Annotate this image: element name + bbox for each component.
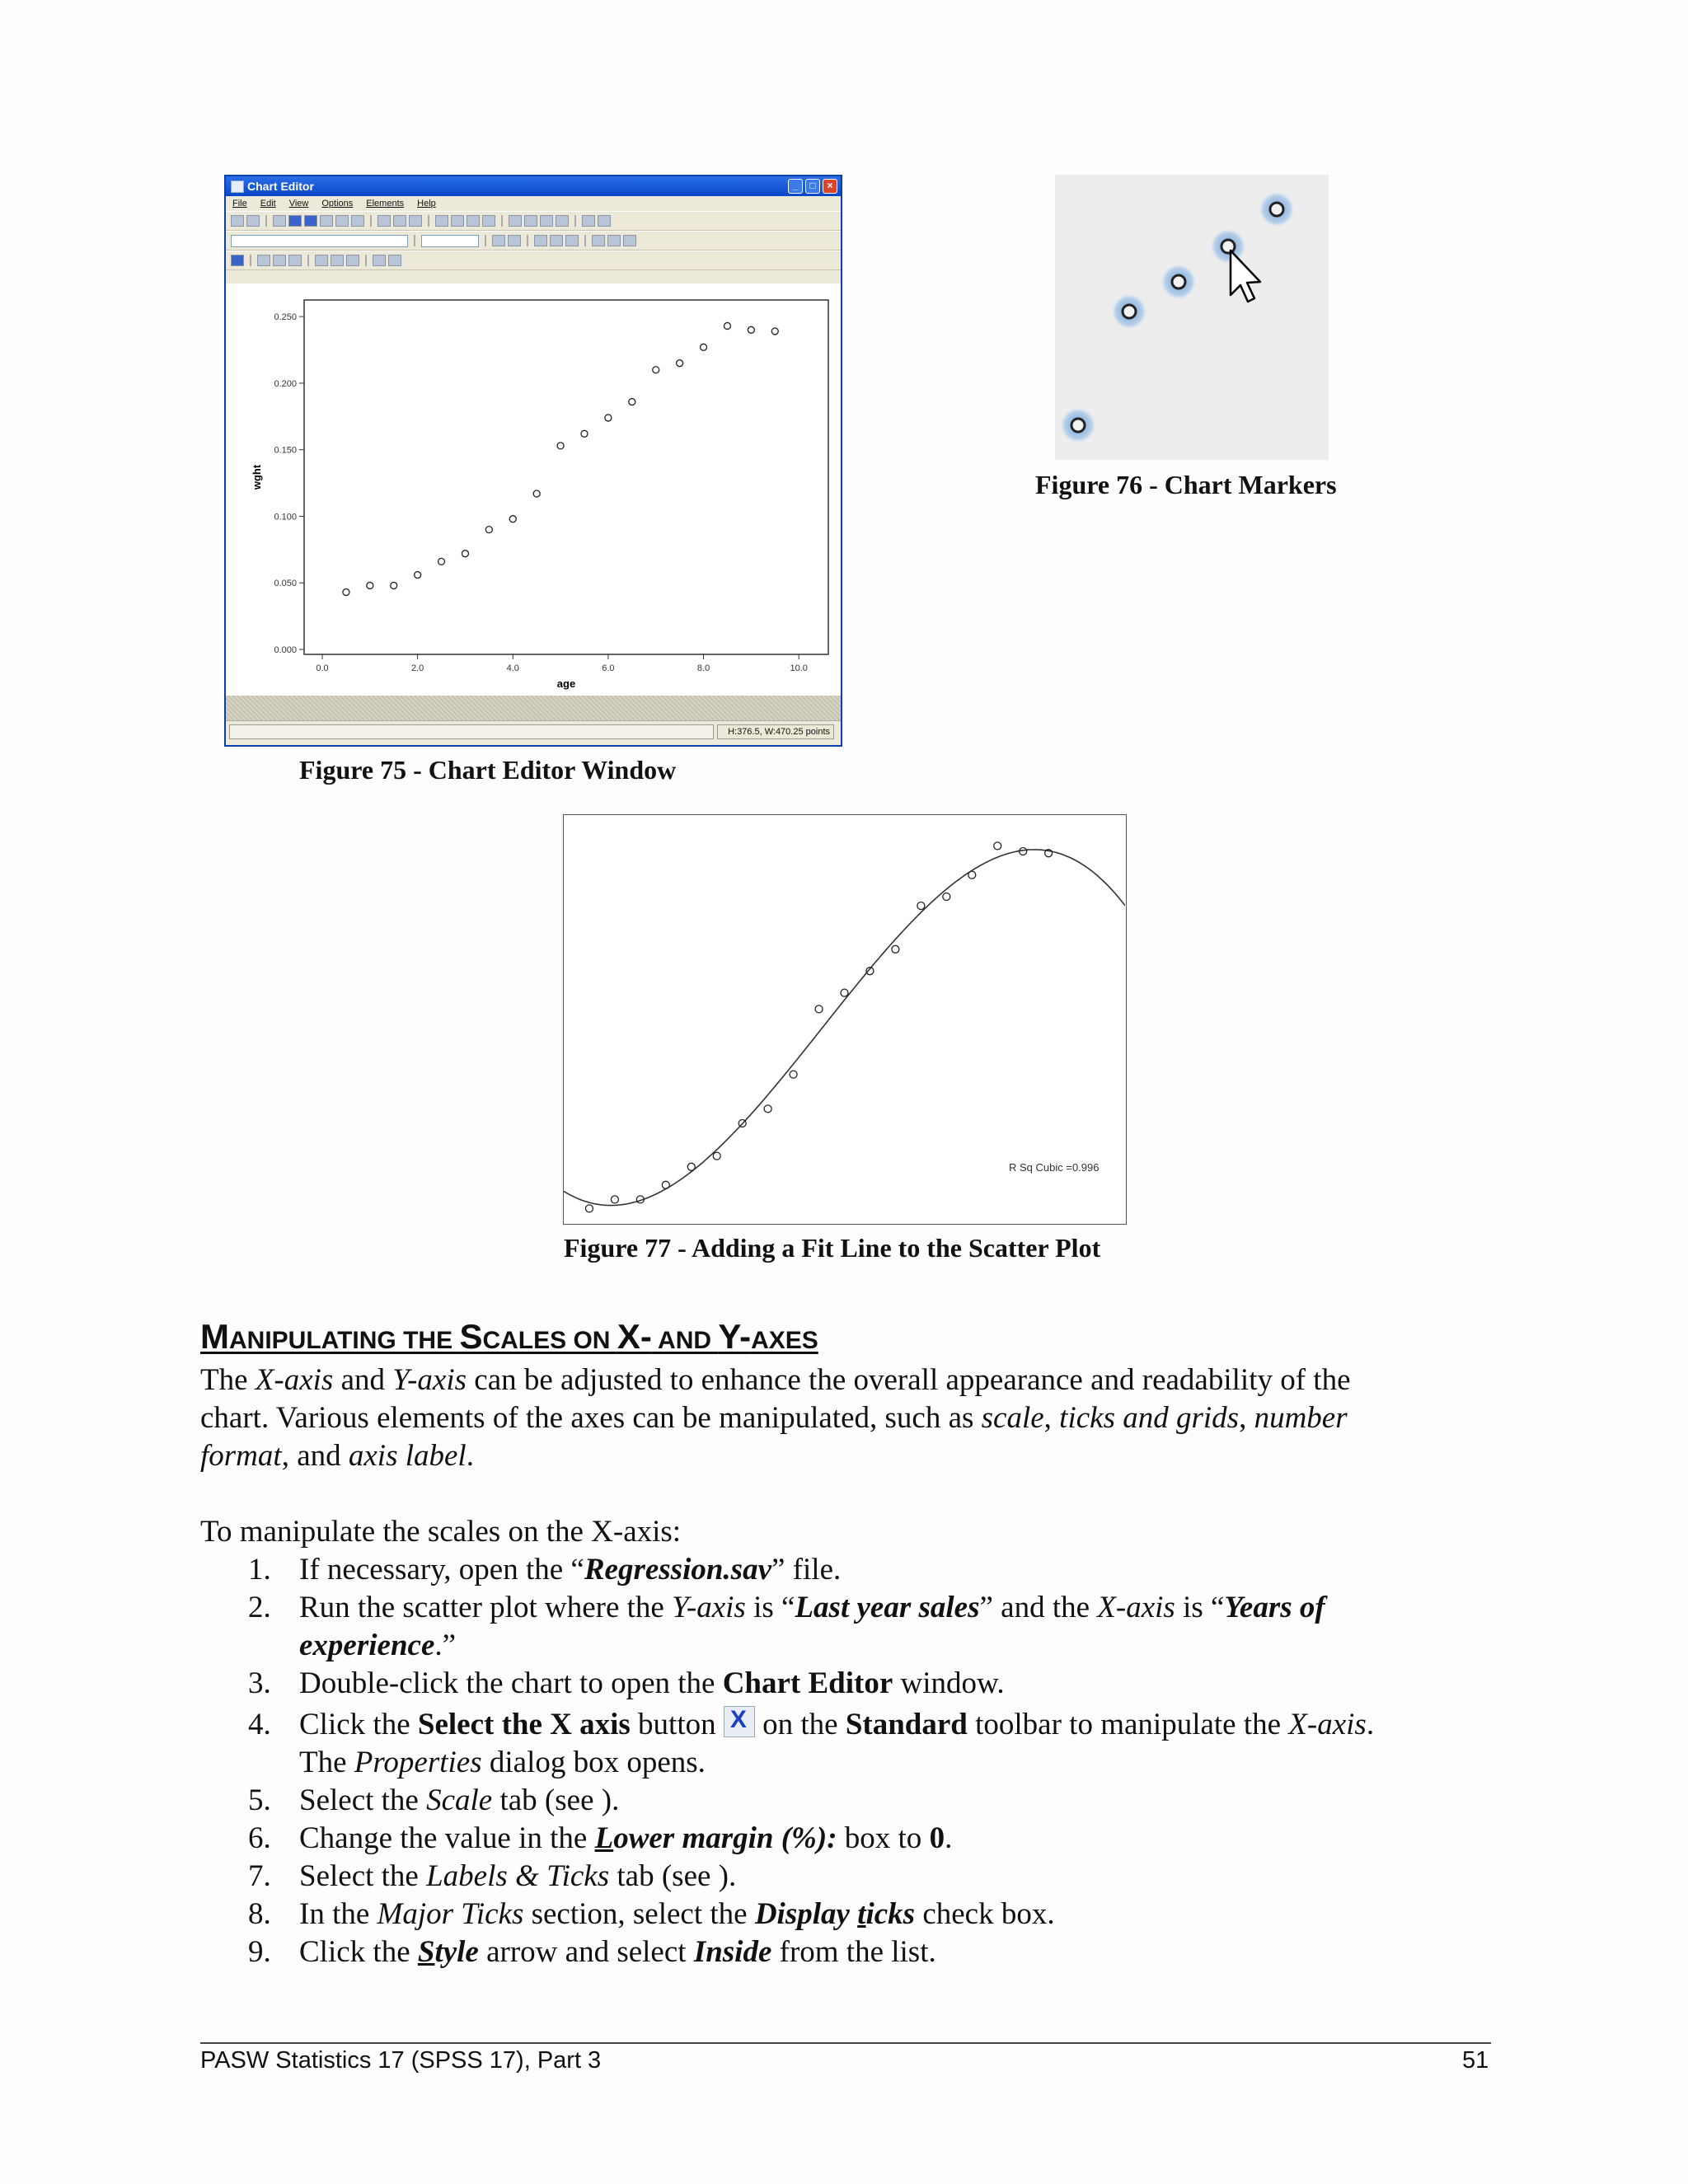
menu-edit[interactable]: Edit: [260, 199, 276, 209]
add-title-icon[interactable]: [435, 215, 448, 227]
section-heading: MANIPULATING THE SCALES ON X- AND Y-AXES: [200, 1317, 818, 1356]
y-tick-label: 0.150: [274, 445, 297, 456]
x-tick-label: 8.0: [696, 663, 710, 673]
intro-paragraph: The X-axis and Y-axis can be adjusted to enhance the overall appearance and readability of the chart. Various elements of the axes can be manipulated, such as scale, ticks and grids, number format, and axis label.: [200, 1363, 1351, 1473]
step-4: 4. Click the Select the X axis button X on the Standard toolbar to manipulate the X-axis.: [248, 1706, 1375, 1741]
align-right-icon[interactable]: [565, 235, 579, 246]
standard-toolbar: [226, 211, 841, 231]
step-2-continued: experience.”: [299, 1629, 457, 1662]
toolbar-separator: [485, 235, 486, 246]
menu-help[interactable]: Help: [417, 199, 436, 209]
align-center-icon[interactable]: [550, 235, 563, 246]
add-footnote-icon[interactable]: [482, 215, 495, 227]
page-number: 51: [1462, 2047, 1489, 2074]
lasso-icon[interactable]: [351, 215, 364, 227]
data-point[interactable]: [943, 893, 950, 901]
x-tick-label: 4.0: [506, 663, 519, 673]
line-style-icon[interactable]: [623, 235, 636, 246]
step-1: 1. If necessary, open the “Regression.sav” file.: [248, 1553, 842, 1586]
add-drop-lines-icon[interactable]: [331, 255, 344, 266]
step-2: 2. Run the scatter plot where the Y-axis is “Last year sales” and the X-axis is “Years of: [248, 1591, 1325, 1624]
add-fit-line-icon[interactable]: [231, 255, 244, 266]
cubic-fit-line: [564, 850, 1125, 1206]
chart-editor-app-icon: [231, 180, 244, 193]
plot-area[interactable]: [304, 300, 828, 654]
x-tick-label: 2.0: [410, 663, 424, 673]
add-reference-line-x-icon[interactable]: [393, 215, 406, 227]
menu-elements[interactable]: Elements: [366, 199, 405, 209]
show-legend-icon[interactable]: [540, 215, 553, 227]
y-tick-label: 0.200: [274, 378, 297, 389]
toolbar-separator: [527, 235, 528, 246]
data-point[interactable]: [611, 1196, 618, 1203]
menu-options[interactable]: Options: [321, 199, 354, 209]
add-textbox-icon[interactable]: [467, 215, 480, 227]
bold-icon[interactable]: [492, 235, 505, 246]
fill-color-icon[interactable]: [607, 235, 621, 246]
data-point[interactable]: [968, 871, 976, 879]
y-tick-label: 0.050: [274, 579, 297, 589]
menu-bar: [226, 196, 841, 211]
window-title: Chart Editor: [247, 180, 314, 193]
data-point[interactable]: [841, 989, 848, 996]
x-axis-title[interactable]: age: [556, 677, 576, 690]
figure-75-caption: Figure 75 - Chart Editor Window: [299, 755, 677, 785]
step-7: 7. Select the Labels & Ticks tab (see ).: [248, 1859, 737, 1893]
data-point[interactable]: [713, 1152, 720, 1160]
selected-marker[interactable]: [1111, 293, 1147, 330]
x-tick-label: 10.0: [790, 663, 808, 673]
step-5: 5. Select the Scale tab (see ).: [248, 1783, 620, 1817]
data-point[interactable]: [994, 842, 1001, 850]
add-markers-icon[interactable]: [315, 255, 328, 266]
fit-line-figure: [563, 814, 1127, 1225]
toolbar-separator: [501, 215, 503, 227]
close-button[interactable]: ×: [823, 179, 837, 194]
toolbar-separator: [414, 235, 415, 246]
x-tick-label: 6.0: [602, 663, 615, 673]
menu-file[interactable]: File: [232, 199, 247, 209]
figure-76-caption: Figure 76 - Chart Markers: [1035, 470, 1337, 499]
y-tick-label: 0.250: [274, 312, 297, 323]
font-size-combo[interactable]: [421, 235, 479, 247]
selected-marker[interactable]: [1259, 191, 1295, 227]
chart-canvas[interactable]: [226, 284, 841, 696]
align-left-icon[interactable]: [534, 235, 547, 246]
r-square-annotation: R Sq Cubic =0.996: [1009, 1161, 1100, 1174]
rescale-chart-icon[interactable]: [320, 215, 333, 227]
figure-77-caption: Figure 77 - Adding a Fit Line to the Scatter Plot: [564, 1233, 1101, 1263]
procedure-steps: [200, 1551, 1374, 1971]
show-derived-axis-icon[interactable]: [524, 215, 537, 227]
minimize-button[interactable]: _: [788, 179, 803, 194]
step-8: 8. In the Major Ticks section, select the Display ticks check box.: [248, 1897, 1055, 1931]
selected-marker[interactable]: [1160, 264, 1197, 300]
add-interpolation-line-icon[interactable]: [257, 255, 270, 266]
toolbar-separator: [370, 215, 372, 227]
add-fit-line-total-icon[interactable]: [273, 255, 286, 266]
data-point[interactable]: [917, 902, 925, 910]
data-point[interactable]: [790, 1071, 797, 1078]
x-tick-label: 0.0: [316, 663, 329, 673]
chart-markers-figure: [1055, 175, 1329, 460]
selected-marker[interactable]: [1060, 407, 1096, 443]
data-point[interactable]: [585, 1205, 593, 1212]
mouse-pointer-icon: [1231, 251, 1260, 302]
select-x-axis-icon[interactable]: [288, 215, 302, 227]
fit-line-chart: [564, 815, 1125, 1223]
toolbar-separator: [365, 255, 367, 266]
italic-icon[interactable]: [508, 235, 521, 246]
status-bar: [226, 720, 841, 746]
status-message-cell: [229, 724, 714, 739]
maximize-button[interactable]: □: [805, 179, 820, 194]
scatter-chart: [226, 284, 841, 696]
redo-icon[interactable]: [246, 215, 260, 227]
y-tick-label: 0.100: [274, 512, 297, 523]
select-x-axis-button-icon: X: [724, 1706, 755, 1737]
chart-editor-window: [224, 175, 842, 747]
show-grid-lines-icon[interactable]: [509, 215, 522, 227]
text-color-icon[interactable]: [592, 235, 605, 246]
explode-slice-icon[interactable]: [388, 255, 401, 266]
chart-editor-titlebar[interactable]: [226, 176, 841, 196]
data-point[interactable]: [687, 1163, 695, 1170]
step-3: 3. Double-click the chart to open the Chart Editor window.: [248, 1666, 1005, 1700]
toolbar-separator: [250, 255, 251, 266]
add-reference-line-y-icon[interactable]: [377, 215, 391, 227]
add-reference-line-equation-icon[interactable]: [409, 215, 422, 227]
chart-markers-image: [1055, 175, 1329, 460]
show-data-labels-icon[interactable]: [556, 215, 569, 227]
add-error-bars-icon[interactable]: [373, 255, 386, 266]
footer-rule: [200, 2042, 1491, 2044]
toolbar-separator: [428, 215, 429, 227]
procedure-lead: To manipulate the scales on the X-axis:: [200, 1515, 682, 1549]
menu-view[interactable]: View: [288, 199, 309, 209]
data-point[interactable]: [764, 1105, 771, 1113]
toolbar-separator: [574, 215, 576, 227]
toolbar-separator: [307, 255, 309, 266]
font-family-combo[interactable]: [231, 235, 408, 247]
toolbar-separator: [584, 235, 586, 246]
y-axis-title[interactable]: wght: [251, 464, 263, 490]
status-dimensions: H:376.5, W:470.25 points: [717, 724, 834, 739]
format-toolbar: [226, 231, 841, 251]
bar-chart-icon[interactable]: [598, 215, 611, 227]
data-point[interactable]: [892, 945, 899, 953]
footer-title: PASW Statistics 17 (SPSS 17), Part 3: [200, 2047, 602, 2074]
elements-toolbar: [226, 251, 841, 270]
select-y-axis-icon[interactable]: [304, 215, 317, 227]
properties-icon[interactable]: [273, 215, 286, 227]
y-tick-label: 0.000: [274, 645, 297, 655]
data-point[interactable]: [662, 1181, 669, 1188]
transpose-chart-icon[interactable]: [582, 215, 595, 227]
undo-icon[interactable]: [231, 215, 244, 227]
toolbar-separator: [265, 215, 267, 227]
selected-marker[interactable]: [1210, 228, 1246, 265]
step-4-continued: The Properties dialog box opens.: [299, 1746, 706, 1779]
add-spikes-icon[interactable]: [346, 255, 359, 266]
add-fit-line-subgroups-icon[interactable]: [288, 255, 302, 266]
step-6: 6. Change the value in the Lower margin (%): box to 0.: [248, 1821, 953, 1855]
chart-editor-bottom-panel: [226, 696, 841, 720]
data-label-mode-icon[interactable]: [335, 215, 349, 227]
step-9: 9. Click the Style arrow and select Inside from the list.: [248, 1935, 936, 1969]
add-annotation-icon[interactable]: [451, 215, 464, 227]
data-point[interactable]: [815, 1005, 823, 1013]
